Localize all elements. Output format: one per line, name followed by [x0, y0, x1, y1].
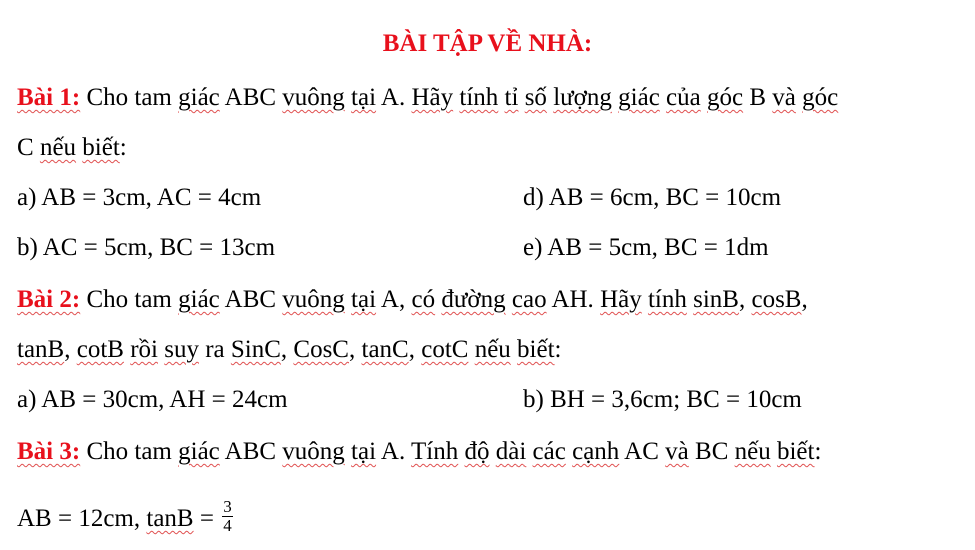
exercise-2-line-2: tanB, cotB rồi suy ra SinC, CosC, tanC, cotC nếu biết:	[17, 336, 562, 363]
exercise-1-line-2: C nếu biết:	[17, 134, 127, 161]
fraction-denominator: 4	[223, 516, 232, 535]
given-ab: AB = 12cm,	[17, 505, 147, 533]
exercise-2-line-1	[17, 285, 808, 315]
given-func: tanB	[146, 505, 194, 533]
exercise-1-item-a: a) AB = 3cm, AC = 4cm	[17, 184, 262, 211]
exercise-3-given: AB = 12cm, tanB = $\frac{3}{4}$	[17, 497, 232, 535]
exercise-1-item-b: b) AC = 5cm, BC = 13cm	[17, 234, 276, 261]
exercise-1-item-e: e) AB = 5cm, BC = 1dm	[523, 234, 769, 261]
page-title: BÀI TẬP VỀ NHÀ:	[382, 30, 593, 57]
exercise-2-text-1: Cho tam giác ABC vuông tại A, có đường cao AH. Hãy tính sinB, cosB,	[86, 286, 808, 313]
exercise-1-item-d: d) AB = 6cm, BC = 10cm	[523, 184, 782, 211]
fraction-numerator: 3	[223, 497, 232, 516]
exercise-3-line-1	[17, 437, 821, 467]
exercise-1-line-1	[17, 83, 838, 113]
exercise-2-label: Bài 2:	[17, 286, 81, 313]
exercise-1-label: Bài 1:	[17, 84, 81, 111]
exercise-1-text-1: Cho tam giác ABC vuông tại A. Hãy tính tỉ số lượng giác của góc B và góc	[86, 84, 839, 111]
fraction	[222, 498, 233, 535]
exercise-2-item-a: a) AB = 30cm, AH = 24cm	[17, 386, 288, 413]
exercise-2-item-b: b) BH = 3,6cm; BC = 10cm	[523, 386, 802, 413]
exercise-3-text-1: Cho tam giác ABC vuông tại A. Tính độ dài các cạnh AC và BC nếu biết:	[86, 438, 822, 465]
exercise-3-label: Bài 3:	[17, 438, 81, 465]
